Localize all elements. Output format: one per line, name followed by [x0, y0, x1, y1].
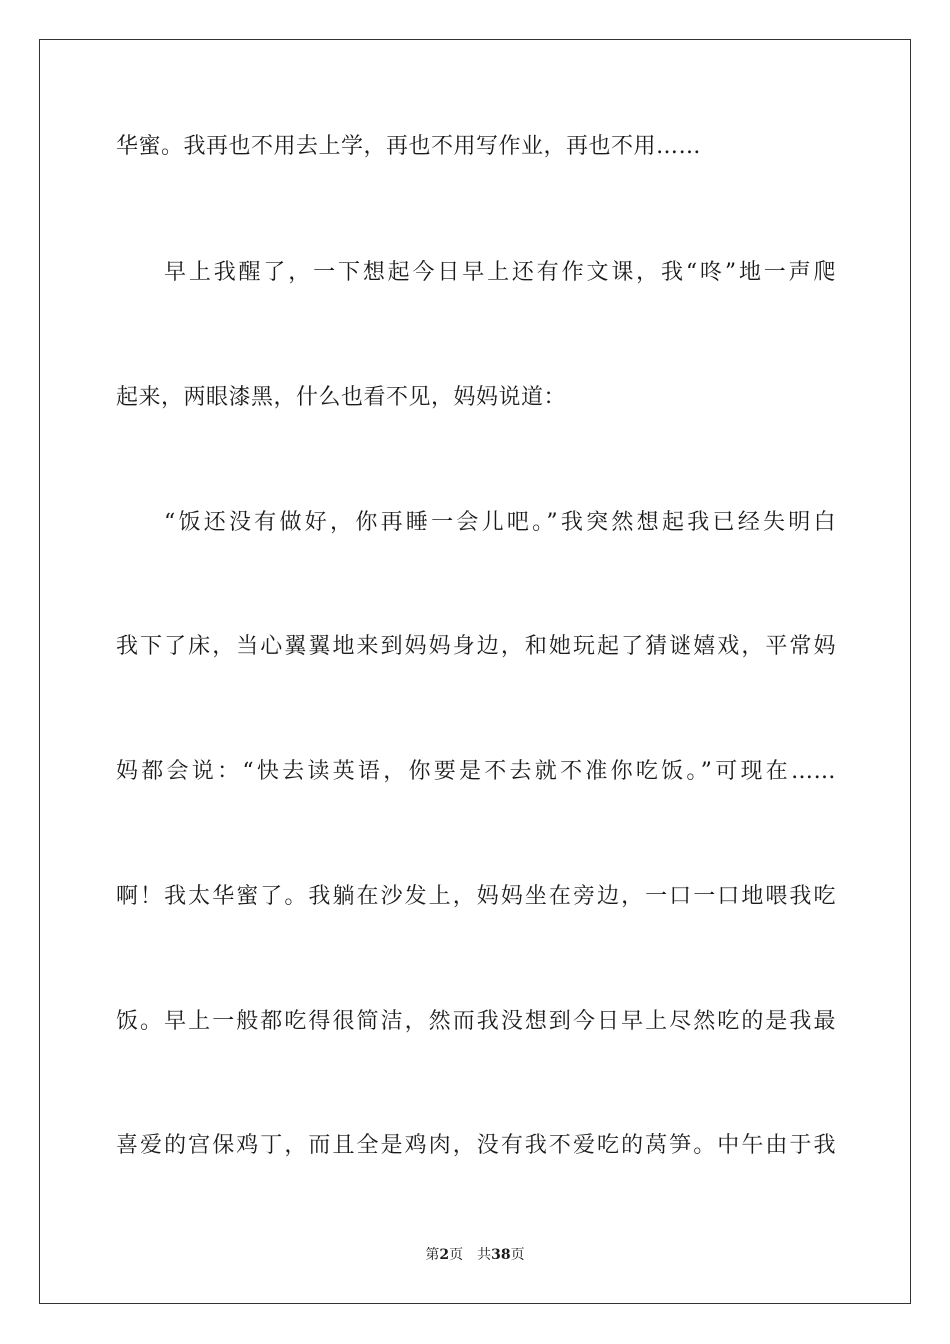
text-line-7: 啊！我太华蜜了。我躺在沙发上，妈妈坐在旁边，一口一口地喂我吃 — [116, 884, 836, 909]
page-footer — [0, 1245, 950, 1265]
total-prefix: 共 — [477, 1247, 492, 1263]
page-border — [39, 39, 911, 1304]
text-line-5: 我下了床，当心翼翼地来到妈妈身边，和她玩起了猜谜嬉戏，平常妈 — [116, 634, 836, 659]
total-suffix: 页 — [510, 1247, 525, 1263]
text-line-2: 早上我醒了，一下想起今日早上还有作文课，我“咚”地一声爬 — [164, 260, 836, 285]
page-suffix: 页 — [449, 1247, 464, 1263]
page-number: 2 — [439, 1247, 450, 1263]
page-prefix: 第 — [425, 1247, 440, 1263]
text-line-1: 华蜜。我再也不用去上学，再也不用写作业，再也不用…… — [116, 134, 702, 159]
text-line-4: “饭还没有做好，你再睡一会儿吧。”我突然想起我已经失明白 — [164, 510, 836, 535]
text-line-8: 饭。早上一般都吃得很简洁，然而我没想到今日早上尽然吃的是我最 — [116, 1009, 836, 1034]
text-line-6: 妈都会说：“快去读英语，你要是不去就不准你吃饭。”可现在…… — [116, 759, 836, 784]
text-line-9: 喜爱的宫保鸡丁，而且全是鸡肉，没有我不爱吃的莴笋。中午由于我 — [116, 1133, 836, 1158]
text-line-3: 起来，两眼漆黑，什么也看不见，妈妈说道： — [116, 385, 567, 410]
total-pages: 38 — [491, 1247, 511, 1263]
